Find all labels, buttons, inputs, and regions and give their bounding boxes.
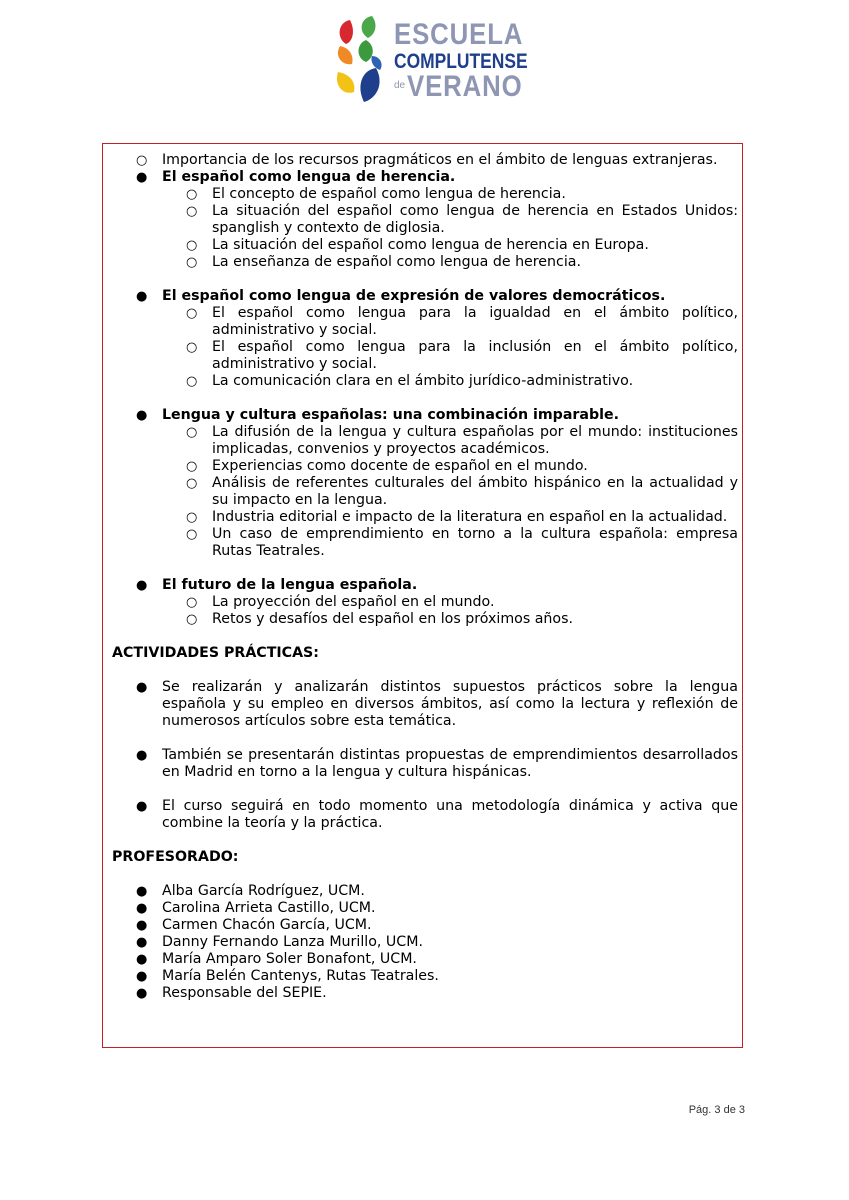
disc-bullet-icon: ●	[136, 935, 148, 950]
disc-bullet-icon: ●	[136, 952, 148, 967]
circle-bullet-icon: ○	[186, 238, 198, 253]
circle-bullet-icon: ○	[186, 527, 198, 542]
section-language-culture	[112, 407, 738, 560]
list-item: ● Carmen Chacón García, UCM.	[136, 917, 372, 933]
list-item: ● Responsable del SEPIE.	[136, 985, 327, 1001]
section-title: El futuro de la lengua española.	[162, 577, 418, 593]
activity-paragraph: ● El curso seguirá en todo momento una metodología dinámica y activa que combine la teoría y la práctica.	[136, 798, 738, 831]
list-item: ○ La enseñanza de español como lengua de herencia.	[186, 254, 581, 270]
list-item: ○ Un caso de emprendimiento en torno a la cultura española: empresa Rutas Teatrales.	[186, 526, 738, 559]
list-item: ● María Belén Cantenys, Rutas Teatrales.	[136, 968, 439, 984]
list-item: ○ Industria editorial e impacto de la literatura en español en la actualidad.	[186, 509, 728, 525]
section-item-list	[112, 305, 738, 390]
section-heritage	[112, 169, 738, 271]
logo-line-verano	[394, 72, 524, 102]
activity-paragraph: ● Se realizarán y analizarán distintos supuestos prácticos sobre la lengua española y su empleo en diversos ámbitos, así como la lectura y reflexión de numerosos artículos sobre esta temática.	[136, 679, 738, 729]
list-item: ○ La situación del español como lengua de herencia en Estados Unidos: spanglish y contexto de diglosia.	[186, 203, 738, 236]
circle-bullet-icon: ○	[136, 153, 148, 168]
leaf-logo-icon	[332, 12, 394, 108]
circle-bullet-icon: ○	[186, 510, 198, 525]
content-frame	[102, 143, 743, 1048]
disc-bullet-icon: ●	[136, 884, 148, 899]
disc-bullet-icon: ●	[136, 969, 148, 984]
circle-bullet-icon: ○	[186, 612, 198, 627]
list-item: ○ La difusión de la lengua y cultura españolas por el mundo: instituciones implicadas, convenios y proyectos académicos.	[186, 424, 738, 457]
circle-bullet-icon: ○	[186, 187, 198, 202]
circle-bullet-icon: ○	[186, 255, 198, 270]
disc-bullet-icon: ●	[136, 408, 148, 423]
activities-heading: ACTIVIDADES PRÁCTICAS:	[112, 645, 319, 661]
logo-de: de	[394, 80, 406, 91]
circle-bullet-icon: ○	[186, 459, 198, 474]
list-item: ○ El español como lengua para la igualdad en el ámbito político, administrativo y social.	[186, 305, 738, 338]
logo-verano: VERANO	[407, 70, 523, 103]
disc-bullet-icon: ●	[136, 170, 148, 185]
disc-bullet-icon: ●	[136, 918, 148, 933]
list-item: ○ El español como lengua para la inclusión en el ámbito político, administrativo y social.	[186, 339, 738, 372]
logo-wordmark	[394, 18, 528, 103]
section-item-list	[112, 594, 738, 628]
list-item: ○ Análisis de referentes culturales del ámbito hispánico en la actualidad y su impacto en la lengua.	[186, 475, 738, 508]
circle-bullet-icon: ○	[186, 204, 198, 219]
disc-bullet-icon: ●	[136, 986, 148, 1001]
section-item-list	[112, 186, 738, 271]
section-title: El español como lengua de herencia.	[162, 169, 456, 185]
disc-bullet-icon: ●	[136, 901, 148, 916]
circle-bullet-icon: ○	[186, 306, 198, 321]
circle-bullet-icon: ○	[186, 476, 198, 491]
faculty-heading: PROFESORADO:	[112, 849, 239, 865]
circle-bullet-icon: ○	[186, 595, 198, 610]
page-number: Pág. 3 de 3	[688, 1104, 745, 1116]
list-item: ○ La situación del español como lengua de herencia en Europa.	[186, 237, 649, 253]
disc-bullet-icon: ●	[136, 748, 148, 763]
section-title: El español como lengua de expresión de valores democráticos.	[162, 288, 666, 304]
section-democratic-values	[112, 288, 738, 390]
logo-line-escuela: ESCUELA	[394, 18, 524, 51]
disc-bullet-icon: ●	[136, 799, 148, 814]
activity-paragraph: ● También se presentarán distintas propuestas de emprendimientos desarrollados en Madrid en torno a la lengua y cultura hispánicas.	[136, 747, 738, 780]
lead-item-list	[112, 152, 738, 169]
section-future	[112, 577, 738, 628]
list-item: ● Carolina Arrieta Castillo, UCM.	[136, 900, 376, 916]
list-item: ● Alba García Rodríguez, UCM.	[136, 883, 365, 899]
circle-bullet-icon: ○	[186, 374, 198, 389]
list-item: ● Danny Fernando Lanza Murillo, UCM.	[136, 934, 423, 950]
list-item: ○ La proyección del español en el mundo.	[186, 594, 495, 610]
list-item: ○ Experiencias como docente de español en el mundo.	[186, 458, 588, 474]
escuela-complutense-logo	[332, 12, 528, 108]
section-title: Lengua y cultura españolas: una combinación imparable.	[162, 407, 620, 423]
faculty-list	[112, 883, 738, 1002]
list-item: ○ El concepto de español como lengua de herencia.	[186, 186, 566, 202]
document-body	[112, 152, 738, 1002]
circle-bullet-icon: ○	[186, 425, 198, 440]
disc-bullet-icon: ●	[136, 680, 148, 695]
disc-bullet-icon: ●	[136, 578, 148, 593]
list-item: ○ La comunicación clara en el ámbito jurídico-administrativo.	[186, 373, 634, 389]
section-item-list	[112, 424, 738, 560]
disc-bullet-icon: ●	[136, 289, 148, 304]
list-item: ○ Retos y desafíos del español en los próximos años.	[186, 611, 573, 627]
circle-bullet-icon: ○	[186, 340, 198, 355]
list-item: ○ Importancia de los recursos pragmáticos en el ámbito de lenguas extranjeras.	[136, 152, 718, 168]
logo-line-complutense: COMPLUTENSE	[394, 50, 528, 73]
list-item: ● María Amparo Soler Bonafont, UCM.	[136, 951, 417, 967]
